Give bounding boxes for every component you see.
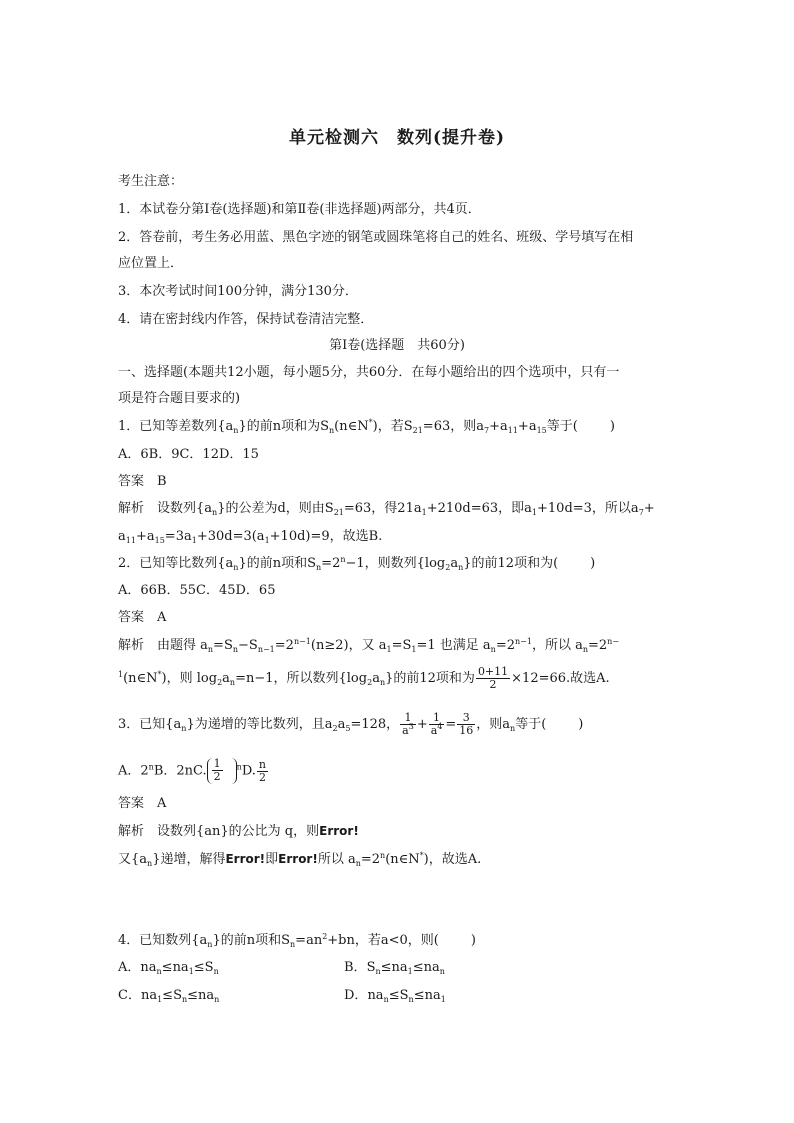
question-3-answer: 答案 A bbox=[118, 796, 167, 811]
fraction: $\frac{1}{a^3}$ bbox=[402, 711, 414, 737]
question-4-option-a: A．$na_n\le na_1\le S_n$ bbox=[118, 960, 219, 976]
question-2-options: A．66B．55C．45D．65 bbox=[118, 583, 276, 598]
section-intro: 一、选择题(本题共12小题，每小题5分，共60分．在每小题给出的四个选项中，只有一 bbox=[118, 365, 620, 380]
page-title: 单元检测六 数列(提升卷) bbox=[288, 128, 506, 148]
notice-item-4: 4．请在密封线内作答，保持试卷清洁完整． bbox=[118, 312, 374, 327]
fraction: $\frac{1}{a^4}$ bbox=[430, 711, 443, 737]
notice-item-1: 1．本试卷分第Ⅰ卷(选择题)和第Ⅱ卷(非选择题)两部分，共4页． bbox=[118, 202, 481, 217]
question-3-analysis: 解析 设数列{an}的公比为 q，则Error! bbox=[118, 824, 359, 839]
notice-item-2-cont: 应位置上． bbox=[118, 256, 184, 271]
bracket: $\frac{1}{2}$ bbox=[207, 758, 237, 784]
question-2-answer: 答案 A bbox=[118, 610, 167, 625]
question-3-analysis-cont: 又$\{a_n\}$递增，解得Error!即Error!所以 $a_n=2^n(n\in N^*)$，故选A. bbox=[118, 851, 482, 868]
question-4-option-d: D．$na_n\le S_n\le na_1$ bbox=[344, 988, 446, 1004]
fraction: $\frac{0+11}{2}$ bbox=[477, 665, 509, 691]
error-text: Error! bbox=[278, 852, 318, 866]
question-2: 2．已知等比数列$\{a_n\}$的前n项和$S_n=2^n-1$，则数列$\{\log_2a_n\}$的前12项和为( ) bbox=[118, 555, 596, 572]
notice-heading: 考生注意： bbox=[118, 174, 184, 189]
fraction: $\frac{n}{2}$ bbox=[258, 757, 266, 784]
part1-heading: 第Ⅰ卷(选择题 共60分) bbox=[329, 338, 465, 353]
question-1-options: A．6B．9C．12D．15 bbox=[118, 447, 259, 462]
error-text: Error! bbox=[319, 824, 359, 838]
question-1-analysis: 解析 设数列$\{a_n\}$的公差为d，则由$S_{21}=63$，得$21a_1+210d=63$，即$a_1+10d=3$，所以$a_7+$ bbox=[118, 501, 655, 517]
notice-item-3: 3．本次考试时间100分钟，满分130分． bbox=[118, 284, 358, 299]
fraction: $\frac{3}{16}$ bbox=[459, 711, 474, 737]
question-2-analysis-cont: $^1$(n∈N*)，则 $\log_2a_n=n-1$，所以数列$\{\log_2a_n\}$的前12项和为 $\frac{0+11}{2}$ ×12=66.故选A. bbox=[118, 665, 610, 691]
question-4: 4．已知数列$\{a_n\}$的前n项和$S_n=an^2+bn$，若a<0，则( ) bbox=[118, 932, 476, 949]
question-4-option-c: C．$na_1\le S_n\le na_n$ bbox=[118, 988, 220, 1004]
error-text: Error! bbox=[225, 852, 266, 866]
question-1-analysis-cont: $a_{11}+a_{15}=3a_1+30d=3(a_1+10d)=9$，故选B. bbox=[118, 529, 383, 545]
notice-item-2: 2．答卷前，考生务必用蓝、黑色字迹的钢笔或圆珠笔将自己的姓名、班级、学号填写在相 bbox=[118, 230, 634, 245]
section-intro-cont: 项是符合题目要求的) bbox=[118, 391, 241, 406]
question-1-answer: 答案 B bbox=[118, 474, 167, 489]
question-3-options: A．2$^n$B．2nC. $\frac{1}{2}$ $^n$D. $\frac{n}{2}$ bbox=[118, 757, 266, 784]
question-3: 3．已知$\{a_n\}$为递增的等比数列，且$a_2a_5=128$， $\frac{1}{a^3}$ + $\frac{1}{a^4}$ = $\frac{3}{16}$ ，则$a_n$等于( ) bbox=[118, 711, 584, 737]
question-1: 1．已知等差数列$\{a_n\}$的前n项和为$S_n(n\in N^*)$，若$S_{21}=63$，则$a_7+a_{11}+a_{15}$等于( ) bbox=[118, 418, 615, 435]
question-2-analysis: 解析 由题得 $a_n=S_n-S_{n-1}=2^{n-1}(n\ge 2)$，又 $a_1=S_1=1$ 也满足 $a_n=2^{n-1}$，所以 $a_n=2^{n-}$ bbox=[118, 637, 620, 654]
question-4-option-b: B．$S_n\le na_1\le na_n$ bbox=[344, 960, 445, 976]
